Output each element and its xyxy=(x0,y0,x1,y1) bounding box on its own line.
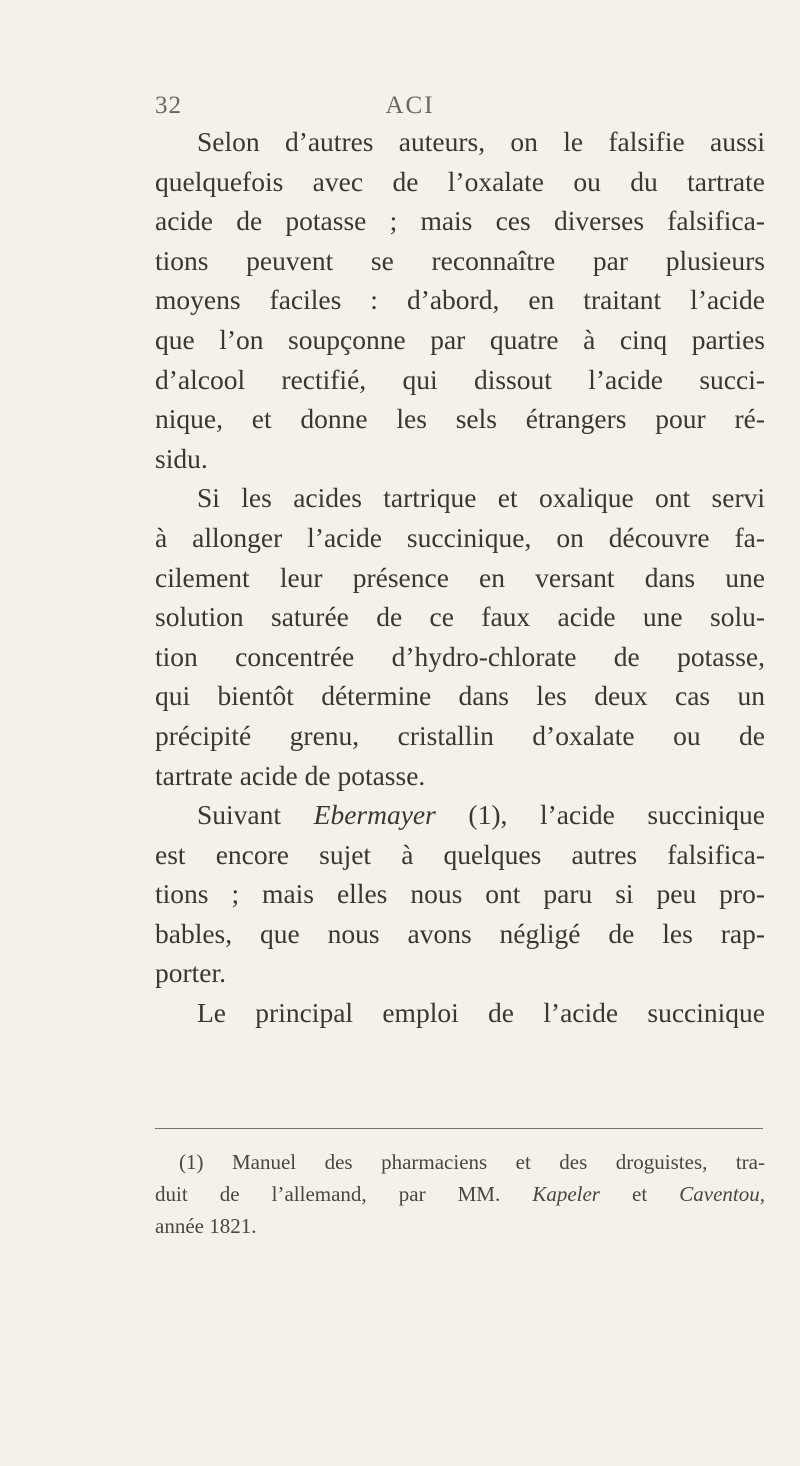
text-line: est encore sujet à quelques autres falsifica- xyxy=(155,838,765,870)
author-ebermayer: Ebermayer xyxy=(313,799,436,831)
text-line: solution saturée de ce faux acide une solu- xyxy=(155,601,765,633)
page-number: 32 xyxy=(155,92,182,119)
footnote xyxy=(155,1146,765,1242)
text-line: bables, que nous avons négligé de les rap- xyxy=(155,917,765,949)
text-line: tartrate acide de potasse. xyxy=(155,759,426,791)
text-line: précipité grenu, cristallin d’oxalate ou de xyxy=(155,719,765,751)
footnote-text: , xyxy=(759,1182,766,1206)
text-line: à allonger l’acide succinique, on découvre fa- xyxy=(155,521,765,553)
text-line: tions peuvent se reconnaître par plusieurs xyxy=(155,244,765,276)
footnote-line xyxy=(155,1178,765,1210)
footnote-line: (1) Manuel des pharmaciens et des droguistes, tra- xyxy=(179,1150,765,1174)
text-line-suivant xyxy=(155,795,765,835)
author-caventou: Caventou xyxy=(679,1182,760,1206)
running-head: ACI xyxy=(385,92,435,119)
footnote-line: année 1821. xyxy=(155,1214,257,1238)
text-line: d’alcool rectifié, qui dissout l’acide succi- xyxy=(155,363,765,395)
text-line: cilement leur présence en versant dans une xyxy=(155,561,765,593)
body-text xyxy=(155,122,765,1033)
text-line: nique, et donne les sels étrangers pour ré- xyxy=(155,403,765,435)
text-line: quelquefois avec de l’oxalate ou du tartrate xyxy=(155,165,765,197)
footnote-text: et xyxy=(599,1182,680,1206)
text-line: tion concentrée d’hydro-chlorate de potasse, xyxy=(155,640,765,672)
text-line: Si les acides tartrique et oxalique ont servi xyxy=(197,482,765,514)
text-line: porter. xyxy=(155,957,227,989)
text-line: Le principal emploi de l’acide succinique xyxy=(197,997,765,1029)
footnote-text: duit de l’allemand, par MM. xyxy=(155,1182,533,1206)
author-kapeler: Kapeler xyxy=(532,1182,600,1206)
suivant-prefix: Suivant xyxy=(197,799,314,831)
text-line: que l’on soupçonne par quatre à cinq parties xyxy=(155,323,765,355)
text-line: tions ; mais elles nous ont paru si peu pro- xyxy=(155,878,765,910)
text-line: qui bientôt détermine dans les deux cas un xyxy=(155,680,765,712)
text-line: acide de potasse ; mais ces diverses falsifica- xyxy=(155,205,765,237)
suivant-suffix: (1), l’acide succinique xyxy=(435,799,765,831)
footnote-rule xyxy=(155,1128,763,1129)
text-line: Selon d’autres auteurs, on le falsifie aussi xyxy=(197,126,765,157)
text-line: moyens faciles : d’abord, en traitant l’acide xyxy=(155,284,765,316)
text-line: sidu. xyxy=(155,442,208,474)
